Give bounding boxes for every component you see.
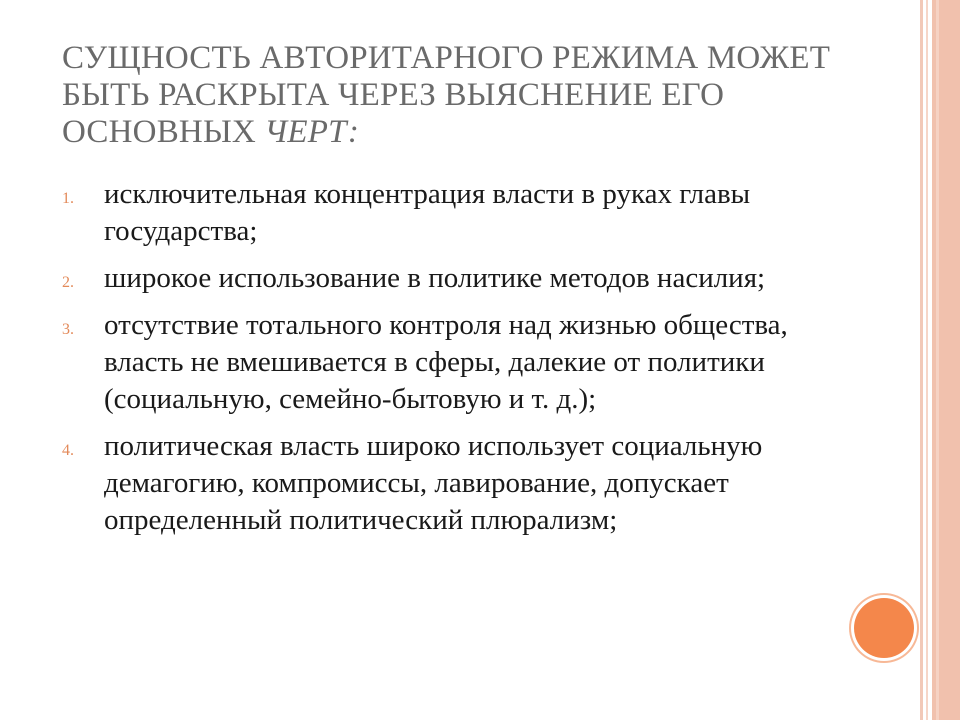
decor-stripe: [920, 0, 923, 720]
decor-stripe: [926, 0, 928, 720]
list-item: [62, 428, 822, 539]
list-item-number: 1.: [62, 190, 74, 207]
list-item: [62, 176, 822, 250]
decor-circle-icon: [854, 598, 914, 658]
decor-stripe: [936, 0, 939, 720]
list-item: [62, 307, 822, 418]
list-item-number: 2.: [62, 274, 74, 291]
list-item-number: 4.: [62, 442, 74, 459]
list-item-text: политическая власть широко использует социальную демагогию, компромиссы, лавирование, допускает определенный политический плюрализм;: [104, 430, 763, 536]
list-item-text: широкое использование в политике методов насилия;: [104, 262, 766, 294]
slide-title: [62, 40, 862, 151]
list-item-text: исключительная концентрация власти в руках главы государства;: [104, 178, 751, 247]
slide-title-main: СУЩНОСТЬ АВТОРИТАРНОГО РЕЖИМА МОЖЕТ БЫТЬ РАСКРЫТА ЧЕРЕЗ ВЫЯСНЕНИЕ ЕГО ОСНОВНЫХ: [62, 40, 831, 150]
list-item-number: 3.: [62, 321, 74, 338]
feature-list: [62, 176, 822, 549]
list-item: [62, 260, 822, 297]
slide-title-emphasis: ЧЕРТ:: [264, 114, 360, 150]
list-item-text: отсутствие тотального контроля над жизнью общества, власть не вмешивается в сферы, далекие от политики (социальную, семейно-бытовую и т. д.);: [104, 309, 788, 415]
